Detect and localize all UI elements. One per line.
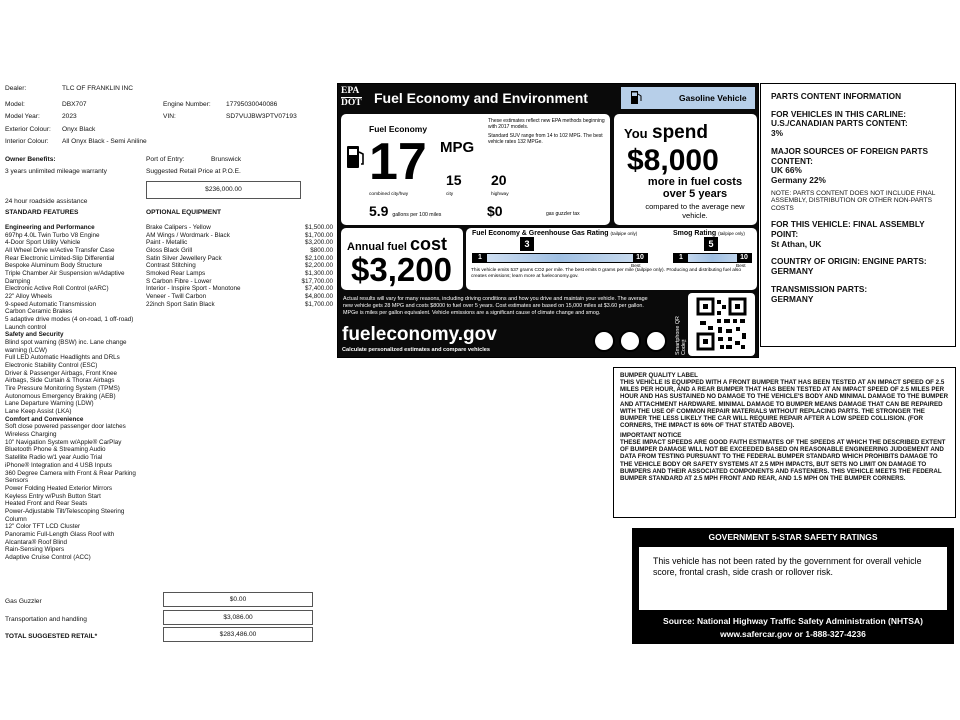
transport-value: $3,086.00 xyxy=(163,610,313,625)
epa-note-2: Standard SUV range from 14 to 102 MPG. The best vehicle rates 132 MPGe. xyxy=(488,133,603,145)
feature-item: warning (LCW) xyxy=(5,346,47,354)
standard-features-list xyxy=(5,224,136,562)
feature-item: Satellite Radio w/1 year Audio Trial xyxy=(5,454,103,462)
feature-item: Power-Adjustable Tilt/Telescoping Steering xyxy=(5,507,125,515)
feature-item: Lane Departure Warning (LDW) xyxy=(5,400,94,408)
ghg-smog-panel xyxy=(466,228,757,290)
feature-item: Panoramic Full-Length Glass Roof with xyxy=(5,530,115,538)
feature-item: All Wheel Drive w/Active Transfer Case xyxy=(5,247,115,255)
option-name: 22inch Sport Satin Black xyxy=(146,300,215,308)
gallons-per-100-value: 5.9 xyxy=(369,203,389,219)
fuel-pump-icon xyxy=(630,90,642,105)
option-row xyxy=(146,239,333,247)
ghg-note: This vehicle emits 537 grams CO2 per mile. The best emits 0 grams per mile (tailpipe only). Producing and distributing fuel also creates emissions; learn more at fueleconomy.gov. xyxy=(471,268,741,279)
highway-mpg: 20 xyxy=(491,172,507,188)
feature-item: iPhone® Integration and 4 USB Inputs xyxy=(5,461,112,469)
smog-title xyxy=(673,230,745,237)
option-row xyxy=(146,285,333,293)
epa-method-note xyxy=(488,118,606,145)
bumper-notice-title: IMPORTANT NOTICE xyxy=(620,432,682,439)
gas-guzzler-label: Gas Guzzler xyxy=(5,598,42,605)
option-price: $1,500.00 xyxy=(304,224,333,231)
gas-guzzler-value: $0.00 xyxy=(163,592,313,607)
annual-cost-panel xyxy=(341,228,463,290)
annual-cost-word: cost xyxy=(409,234,447,254)
qr-code-panel[interactable] xyxy=(688,293,755,356)
foreign-parts-uk: UK 66% xyxy=(771,165,802,176)
smog-rating-scale xyxy=(673,253,752,263)
feature-item: Column xyxy=(5,515,27,523)
option-row xyxy=(146,224,333,232)
smog-title-text: Smog Rating xyxy=(673,230,717,237)
feature-item: Launch control xyxy=(5,323,47,331)
assembly-value: St Athan, UK xyxy=(771,238,822,249)
epa-fuel-economy-label xyxy=(337,83,759,358)
option-name: Gloss Black Grill xyxy=(146,247,193,255)
engine-label: Engine Number: xyxy=(163,101,211,108)
feature-item: Full LED Automatic Headlights and DRLs xyxy=(5,354,120,362)
exterior-value: Onyx Black xyxy=(62,126,96,133)
option-price: $17,700.00 xyxy=(301,277,333,285)
option-row xyxy=(146,262,333,270)
fueleconomy-subtext: Calculate personalized estimates and compare vehicles xyxy=(342,347,490,353)
gov-title: GOVERNMENT 5-STAR SAFETY RATINGS xyxy=(708,532,878,542)
feature-item: Power Folding Heated Exterior Mirrors xyxy=(5,484,113,492)
ghg-scale-max: 10 xyxy=(633,254,647,262)
feature-item: Alcantara® Roof Blind xyxy=(5,538,68,546)
epa-note-1: These estimates reflect new EPA methods beginning with 2017 models. xyxy=(488,118,605,130)
option-row xyxy=(146,270,333,278)
vin-label: VIN: xyxy=(163,113,176,120)
spend-panel xyxy=(614,114,757,225)
bumper-notice-body: THESE IMPACT SPEEDS ARE GOOD FAITH ESTIMATES OF THE SPEEDS AT WHICH THE DESCRIBED EXTENT OF BUMPER DAMAGE WILL NOT BE EXCEEDED BASED ON REASONABLE ENGINEERING JUDGEMENT AND DATA FROM TESTING PURSUANT TO THE FEDERAL BUMPER STANDARD WHICH PROHIBITS DAMAGE TO THE VEHICLE BODY OR SAFETY SYSTEMS AT 2.5 MPH IMPACTS, BUT SETS NO LIMIT ON DAMAGE TO BUMPERS AND THEIR ASSOCIATED COMPONENTS AND FASTENERS. THIS VEHICLE MEETS THE FEDERAL BUMPER STANDARD AT 2.5 MPH FRONT AND REAR, AND 1.5 MPH ON THE BUMPER CORNERS. xyxy=(620,439,946,482)
option-price: $1,700.00 xyxy=(304,231,333,239)
feature-item: 5 adaptive drive modes (4 on-road, 1 off-road) xyxy=(5,316,134,324)
annual-fuel-text: Annual fuel xyxy=(347,241,407,253)
feature-item: Autonomous Emergency Braking (AEB) xyxy=(5,392,116,400)
spend-compared-text: compared to the average new vehicle. xyxy=(645,202,745,220)
parts-title: PARTS CONTENT INFORMATION xyxy=(771,91,902,101)
dot-seal-icon xyxy=(619,330,641,352)
window-sticker-details xyxy=(0,0,335,720)
epa-title: Fuel Economy and Environment xyxy=(374,90,588,106)
epa-disclaimer: Actual results will vary for many reasons, including driving conditions and how you drive and maintain your vehicle. The average new vehicle gets 28 MPG and costs $8000 to fuel over 5 years. Cost estimates are based on 15,000 miles at $3.60 per gallon. MPGe is miles per gallon equivalent. Vehicle emissions are a significant cause of climate change and smog. xyxy=(343,296,648,316)
option-price: $1,300.00 xyxy=(304,270,333,278)
feature-group-heading: Safety and Security xyxy=(5,331,64,339)
exterior-label: Exterior Colour: xyxy=(5,126,51,133)
city-mpg: 15 xyxy=(446,172,462,188)
foreign-parts-label: MAJOR SOURCES OF FOREIGN PARTS CONTENT: xyxy=(771,145,929,166)
parts-content-box xyxy=(760,83,956,347)
feature-item: Lane Keep Assist (LKA) xyxy=(5,408,72,416)
feature-item: Airbags, Side Curtain & Thorax Airbags xyxy=(5,377,115,385)
bumper-quality-label xyxy=(613,367,956,518)
feature-item: Heated Front and Rear Seats xyxy=(5,500,88,508)
gallons-per-100 xyxy=(369,203,441,219)
interior-label: Interior Colour: xyxy=(5,138,49,145)
spend-you: You xyxy=(624,126,648,141)
feature-item: Rear Electronic Limited-Slip Differential xyxy=(5,254,115,262)
option-name: Satin Silver Jewellery Pack xyxy=(146,254,222,262)
feature-item: Electronic Stability Control (ESC) xyxy=(5,362,98,370)
option-price: $1,700.00 xyxy=(304,300,333,308)
fuel-economy-label: Fuel Economy xyxy=(369,124,428,134)
option-name: AM Wings / Wordmark - Black xyxy=(146,231,230,239)
us-canada-parts-value: 3% xyxy=(771,128,783,139)
city-label: city xyxy=(446,192,454,197)
smog-scale-max: 10 xyxy=(737,254,751,262)
origin-engine-value: GERMANY xyxy=(771,266,814,277)
ghg-rating-scale xyxy=(472,253,648,263)
standard-features-title: STANDARD FEATURES xyxy=(5,209,79,216)
bumper-title: BUMPER QUALITY LABEL xyxy=(620,372,698,379)
transmission-value: GERMANY xyxy=(771,293,814,304)
assembly-label: FOR THIS VEHICLE: FINAL ASSEMBLY POINT: xyxy=(771,219,925,240)
fuel-economy-panel xyxy=(341,114,610,225)
feature-item: 697hp 4.0L Twin Turbo V8 Engine xyxy=(5,231,100,239)
feature-item: Electronic Active Roll Control (eARC) xyxy=(5,285,109,293)
ghg-subtitle: (tailpipe only) xyxy=(610,231,638,236)
ghg-rating-marker: 3 xyxy=(520,237,534,251)
option-row xyxy=(146,278,333,286)
fuel-type-text: Gasoline Vehicle xyxy=(679,93,747,103)
option-row xyxy=(146,293,333,301)
option-name: Veneer - Twill Carbon xyxy=(146,293,207,301)
feature-item: 4-Door Sport Utility Vehicle xyxy=(5,239,81,247)
srp-label: Suggested Retail Price at P.O.E. xyxy=(146,168,241,175)
gov-contact: www.safercar.gov or 1-888-327-4236 xyxy=(720,629,866,639)
option-row xyxy=(146,301,333,309)
feature-item: Bluetooth Phone & Streaming Audio xyxy=(5,446,106,454)
ghg-best-label: Best xyxy=(631,264,641,269)
engine-value: 17795030040086 xyxy=(226,101,278,108)
feature-item: Rain-Sensing Wipers xyxy=(5,546,65,554)
parts-note: NOTE: PARTS CONTENT DOES NOT INCLUDE FINAL ASSEMBLY, DISTRIBUTION OR OTHER NON-PARTS COSTS xyxy=(771,189,936,212)
interior-value: All Onyx Black - Semi Aniline xyxy=(62,138,147,145)
epa-seal-icon xyxy=(593,330,615,352)
total-value: $283,486.00 xyxy=(163,627,313,642)
qr-code-icon xyxy=(688,293,755,356)
gallons-per-100-label: gallons per 100 miles xyxy=(392,212,442,218)
model-year-value: 2023 xyxy=(62,113,77,120)
option-row xyxy=(146,255,333,263)
feature-item: 12" Color TFT LCD Cluster xyxy=(5,523,81,531)
model-year-label: Model Year: xyxy=(5,113,40,120)
option-name: Brake Calipers - Yellow xyxy=(146,224,211,231)
feature-item: Triple Chamber Air Suspension w/Adaptive xyxy=(5,270,125,278)
optional-equipment-title: OPTIONAL EQUIPMENT xyxy=(146,209,221,216)
option-name: Paint - Metallic xyxy=(146,239,188,247)
owner-benefits-value: 3 years unlimited mileage warranty xyxy=(5,168,107,175)
ghg-title xyxy=(472,230,637,237)
annual-cost-value: $3,200 xyxy=(351,251,452,288)
feature-item: Carbon Ceramic Brakes xyxy=(5,308,73,316)
bumper-body: THIS VEHICLE IS EQUIPPED WITH A FRONT BUMPER THAT HAS BEEN TESTED AT AN IMPACT SPEED OF 2.5 MILES PER HOUR, AND A REAR BUMPER THAT HAS BEEN TESTED AT AN IMPACT SPEED OF 2.5 MILES PER HOUR AND HAS SUSTAINED NO DAMAGE TO THE VEHICLE'S BODY AND MINIMAL DAMAGE TO THE BUMPER AND ATTACHMENT HARDWARE. MINIMAL DAMAGE TO BUMPER MEANS DAMAGE THAT CAN BE REPAIRED WITH THE USE OF COMMON REPAIR MATERIALS WITHOUT REPLACING PARTS. THE STRONGER THE BUMPER THE LESS LIKELY THE CAR WILL REQUIRE REPAIR AFTER A LOW SPEED COLLISION. (FOR CORNERS, THE IMPACT IS 60% OF THAT STATED ABOVE). xyxy=(620,379,949,429)
option-row xyxy=(146,232,333,240)
transport-label: Transportation and handling xyxy=(5,616,87,623)
option-price: $4,800.00 xyxy=(304,293,333,301)
feature-item: Keyless Entry w/Push Button Start xyxy=(5,492,101,500)
option-price: $800.00 xyxy=(310,247,333,255)
srp-value-box: $236,000.00 xyxy=(146,181,301,199)
smog-scale-min: 1 xyxy=(674,254,688,262)
option-name: S Carbon Fibre - Lower xyxy=(146,277,212,285)
feature-item: 360 Degree Camera with Front & Rear Parking xyxy=(5,469,136,477)
spend-amount: $8,000 xyxy=(627,144,719,177)
gov-safety-ratings xyxy=(632,528,954,644)
option-name: Smoked Rear Lamps xyxy=(146,270,206,278)
feature-item: Sensors xyxy=(5,477,29,485)
gas-guzzler-tax-value: $0 xyxy=(487,203,503,219)
vin-value: SD7VUJBW3PTV07193 xyxy=(226,113,297,120)
port-label: Port of Entry: xyxy=(146,156,185,163)
option-name: Interior - Inspire Sport - Monotone xyxy=(146,285,241,293)
dealer-value: TLC OF FRANKLIN INC xyxy=(62,85,134,92)
feature-item: Soft close powered passenger door latches xyxy=(5,423,126,431)
spend-more-text: more in fuel costs over 5 years xyxy=(647,176,743,200)
smog-best-label: Best xyxy=(736,264,746,269)
roadside-text: 24 hour roadside assistance xyxy=(5,198,88,205)
ghg-scale-min: 1 xyxy=(473,254,487,262)
smog-subtitle: (tailpipe only) xyxy=(718,231,745,236)
gas-pump-icon xyxy=(346,144,366,170)
combined-label: combined city/hwy xyxy=(369,192,409,197)
feature-group-heading: Comfort and Convenience xyxy=(5,415,84,423)
feature-item: Damping xyxy=(5,277,31,285)
ghg-title-text: Fuel Economy & Greenhouse Gas Rating xyxy=(472,230,609,237)
epa-header xyxy=(338,84,760,112)
spend-word: spend xyxy=(652,122,708,143)
feature-group-heading: Engineering and Performance xyxy=(5,224,95,231)
foreign-parts-germany: Germany 22% xyxy=(771,174,826,185)
feature-item: Wireless Charging xyxy=(5,431,57,439)
option-price: $2,100.00 xyxy=(304,254,333,262)
model-label: Model: xyxy=(5,101,25,108)
feature-item: Blind spot warning (BSW) inc. Lane change xyxy=(5,339,127,347)
gov-source: Source: National Highway Traffic Safety Administration (NHTSA) xyxy=(663,616,923,626)
qr-code-label: Smartphone QR Code™ xyxy=(675,316,687,355)
epa-logo-line1: EPA xyxy=(341,86,362,98)
feature-item: Bespoke Aluminum Body Structure xyxy=(5,262,103,270)
feature-item: 22" Alloy Wheels xyxy=(5,293,53,301)
highway-label: highway xyxy=(491,192,509,197)
fueleconomy-url: fueleconomy.gov xyxy=(342,324,497,345)
transmission-label: TRANSMISSION PARTS: xyxy=(771,283,868,294)
feature-item: Tire Pressure Monitoring System (TPMS) xyxy=(5,385,120,393)
dealer-label: Dealer: xyxy=(5,85,27,92)
gov-body: This vehicle has not been rated by the government for overall vehicle score, frontal crash, side crash or rollover risk. xyxy=(639,547,947,610)
mpg-unit: MPG xyxy=(440,139,475,156)
feature-item: 9-speed Automatic Transmission xyxy=(5,300,96,308)
gas-guzzler-tax-label: gas guzzler tax xyxy=(546,211,580,217)
origin-engine-label: COUNTRY OF ORIGIN: ENGINE PARTS: xyxy=(771,256,927,267)
model-value: DBX707 xyxy=(62,101,87,108)
epa-logo-line2: DOT xyxy=(341,98,362,108)
option-price: $3,200.00 xyxy=(304,239,333,247)
feature-item: Driver & Passenger Airbags, Front Knee xyxy=(5,369,117,377)
option-name: Contrast Stitching xyxy=(146,262,196,270)
total-label: TOTAL SUGGESTED RETAIL* xyxy=(5,633,98,640)
option-row xyxy=(146,247,333,255)
port-value: Brunswick xyxy=(211,156,242,163)
combined-mpg: 17 xyxy=(369,133,427,191)
owner-benefits-label: Owner Benefits: xyxy=(5,156,56,163)
optional-equipment-list xyxy=(146,224,333,308)
feature-item: Adaptive Cruise Control (ACC) xyxy=(5,553,91,561)
option-price: $7,400.00 xyxy=(304,285,333,293)
us-canada-parts-label: FOR VEHICLES IN THIS CARLINE: U.S./CANADIAN PARTS CONTENT: xyxy=(771,108,908,129)
epa-dot-logo xyxy=(341,86,362,109)
feature-item: 10" Navigation System w/Apple® CarPlay xyxy=(5,438,122,446)
government-seal-icon xyxy=(645,330,667,352)
option-price: $2,200.00 xyxy=(304,262,333,270)
smog-rating-marker: 5 xyxy=(704,237,718,251)
